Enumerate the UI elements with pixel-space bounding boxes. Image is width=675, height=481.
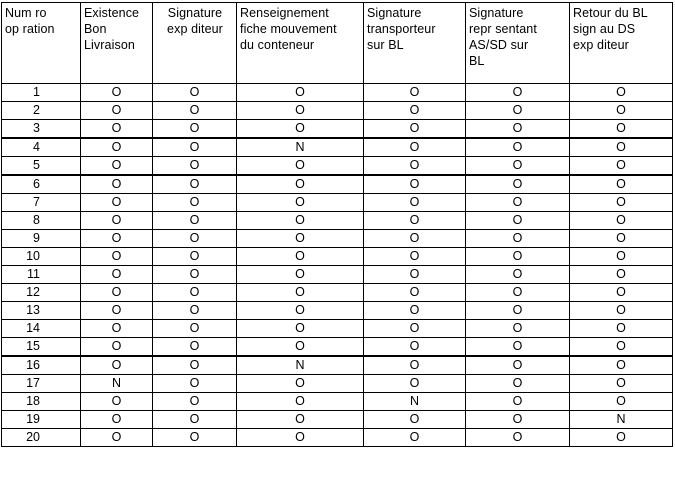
status-cell: O [466, 356, 570, 375]
table-row [2, 175, 673, 194]
operation-number-cell: 10 [2, 248, 81, 266]
status-cell: O [570, 284, 673, 302]
status-cell: O [466, 138, 570, 157]
status-cell: O [81, 411, 153, 429]
operation-number-cell: 15 [2, 338, 81, 357]
status-cell: O [364, 266, 466, 284]
table-row [2, 212, 673, 230]
status-cell: O [466, 102, 570, 120]
status-cell: O [237, 175, 364, 194]
status-cell: O [81, 230, 153, 248]
table-row [2, 375, 673, 393]
status-cell: O [153, 320, 237, 338]
status-cell: O [570, 266, 673, 284]
status-cell: O [237, 302, 364, 320]
header-delivery-note-existence: Existence Bon Livraison [81, 3, 153, 84]
status-cell: O [153, 212, 237, 230]
status-cell: O [466, 320, 570, 338]
status-cell: O [364, 356, 466, 375]
status-cell: O [153, 230, 237, 248]
status-cell: O [364, 138, 466, 157]
status-cell: O [570, 84, 673, 102]
status-cell: O [81, 175, 153, 194]
table-row [2, 84, 673, 102]
operation-number-cell: 16 [2, 356, 81, 375]
status-cell: O [81, 356, 153, 375]
status-cell: O [570, 302, 673, 320]
status-cell: O [237, 411, 364, 429]
status-cell: O [153, 248, 237, 266]
operation-number-cell: 9 [2, 230, 81, 248]
table-row [2, 393, 673, 411]
status-cell: O [81, 138, 153, 157]
status-cell: O [364, 320, 466, 338]
table-row [2, 102, 673, 120]
status-cell: N [237, 138, 364, 157]
status-cell: O [466, 248, 570, 266]
status-cell: O [237, 230, 364, 248]
status-cell: O [237, 284, 364, 302]
status-cell: O [570, 102, 673, 120]
operation-number-cell: 1 [2, 84, 81, 102]
status-cell: O [81, 84, 153, 102]
status-cell: O [466, 429, 570, 447]
status-cell: O [364, 230, 466, 248]
status-cell: O [364, 102, 466, 120]
status-cell: O [237, 338, 364, 357]
status-cell: O [570, 157, 673, 176]
status-cell: O [81, 338, 153, 357]
header-row [2, 3, 673, 84]
status-cell: O [81, 429, 153, 447]
status-cell: O [364, 302, 466, 320]
status-cell: O [237, 212, 364, 230]
status-cell: O [364, 84, 466, 102]
status-cell: O [570, 429, 673, 447]
operations-checklist-table [1, 2, 673, 447]
status-cell: O [364, 120, 466, 139]
status-cell: O [466, 120, 570, 139]
status-cell: O [153, 120, 237, 139]
status-cell: O [81, 212, 153, 230]
status-cell: O [466, 393, 570, 411]
status-cell: O [364, 157, 466, 176]
status-cell: O [570, 138, 673, 157]
operation-number-cell: 8 [2, 212, 81, 230]
table-body [2, 84, 673, 447]
status-cell: O [364, 194, 466, 212]
operation-number-cell: 2 [2, 102, 81, 120]
table-row [2, 230, 673, 248]
status-cell: O [237, 84, 364, 102]
status-cell: O [153, 84, 237, 102]
status-cell: O [466, 157, 570, 176]
operation-number-cell: 11 [2, 266, 81, 284]
header-operation-number: Num ro op ration [2, 3, 81, 84]
status-cell: O [570, 212, 673, 230]
operation-number-cell: 18 [2, 393, 81, 411]
status-cell: N [237, 356, 364, 375]
status-cell: O [364, 338, 466, 357]
status-cell: O [153, 175, 237, 194]
status-cell: O [81, 266, 153, 284]
status-cell: O [81, 120, 153, 139]
status-cell: O [153, 393, 237, 411]
status-cell: O [237, 375, 364, 393]
status-cell: O [153, 356, 237, 375]
status-cell: O [153, 338, 237, 357]
status-cell: O [570, 175, 673, 194]
status-cell: O [570, 338, 673, 357]
status-cell: O [466, 230, 570, 248]
table-row [2, 429, 673, 447]
status-cell: O [570, 356, 673, 375]
operation-number-cell: 7 [2, 194, 81, 212]
status-cell: O [364, 284, 466, 302]
table-row [2, 284, 673, 302]
status-cell: O [364, 375, 466, 393]
header-container-movement-sheet: Renseignement fiche mouvement du conteneur [237, 3, 364, 84]
status-cell: O [153, 375, 237, 393]
status-cell: O [570, 248, 673, 266]
operation-number-cell: 3 [2, 120, 81, 139]
status-cell: O [81, 194, 153, 212]
operation-number-cell: 19 [2, 411, 81, 429]
status-cell: O [466, 84, 570, 102]
operation-number-cell: 4 [2, 138, 81, 157]
status-cell: O [237, 102, 364, 120]
status-cell: O [153, 157, 237, 176]
status-cell: O [153, 266, 237, 284]
status-cell: O [81, 157, 153, 176]
table-row [2, 194, 673, 212]
status-cell: O [466, 175, 570, 194]
header-signed-bl-return: Retour du BL sign au DS exp diteur [570, 3, 673, 84]
table-row [2, 302, 673, 320]
status-cell: O [153, 411, 237, 429]
operation-number-cell: 5 [2, 157, 81, 176]
status-cell: O [364, 411, 466, 429]
operation-number-cell: 17 [2, 375, 81, 393]
status-cell: O [466, 338, 570, 357]
status-cell: O [153, 194, 237, 212]
status-cell: O [237, 120, 364, 139]
status-cell: O [237, 320, 364, 338]
operation-number-cell: 6 [2, 175, 81, 194]
status-cell: O [466, 284, 570, 302]
status-cell: O [466, 411, 570, 429]
status-cell: O [466, 194, 570, 212]
table-row [2, 266, 673, 284]
status-cell: N [364, 393, 466, 411]
status-cell: O [153, 429, 237, 447]
header-shipper-signature: Signature exp diteur [153, 3, 237, 84]
status-cell: O [364, 175, 466, 194]
status-cell: O [237, 248, 364, 266]
table-row [2, 320, 673, 338]
operation-number-cell: 14 [2, 320, 81, 338]
table-row [2, 411, 673, 429]
status-cell: O [570, 375, 673, 393]
status-cell: O [81, 248, 153, 266]
status-cell: O [364, 429, 466, 447]
table-row [2, 120, 673, 139]
status-cell: O [81, 102, 153, 120]
status-cell: O [153, 284, 237, 302]
header-representative-signature: Signature repr sentant AS/SD sur BL [466, 3, 570, 84]
status-cell: O [466, 212, 570, 230]
status-cell: O [466, 375, 570, 393]
status-cell: O [237, 157, 364, 176]
status-cell: O [81, 284, 153, 302]
table-row [2, 138, 673, 157]
status-cell: O [364, 212, 466, 230]
status-cell: O [237, 393, 364, 411]
table-row [2, 356, 673, 375]
status-cell: O [237, 194, 364, 212]
status-cell: O [81, 302, 153, 320]
table-row [2, 248, 673, 266]
status-cell: O [153, 302, 237, 320]
status-cell: O [570, 120, 673, 139]
status-cell: O [364, 248, 466, 266]
status-cell: O [153, 138, 237, 157]
status-cell: O [466, 302, 570, 320]
status-cell: O [466, 266, 570, 284]
status-cell: N [570, 411, 673, 429]
header-carrier-signature: Signature transporteur sur BL [364, 3, 466, 84]
status-cell: O [570, 194, 673, 212]
status-cell: O [81, 320, 153, 338]
status-cell: O [237, 266, 364, 284]
operation-number-cell: 13 [2, 302, 81, 320]
table-row [2, 157, 673, 176]
operation-number-cell: 12 [2, 284, 81, 302]
status-cell: N [81, 375, 153, 393]
table-row [2, 338, 673, 357]
status-cell: O [237, 429, 364, 447]
status-cell: O [81, 393, 153, 411]
status-cell: O [570, 393, 673, 411]
operation-number-cell: 20 [2, 429, 81, 447]
status-cell: O [570, 320, 673, 338]
status-cell: O [570, 230, 673, 248]
status-cell: O [153, 102, 237, 120]
